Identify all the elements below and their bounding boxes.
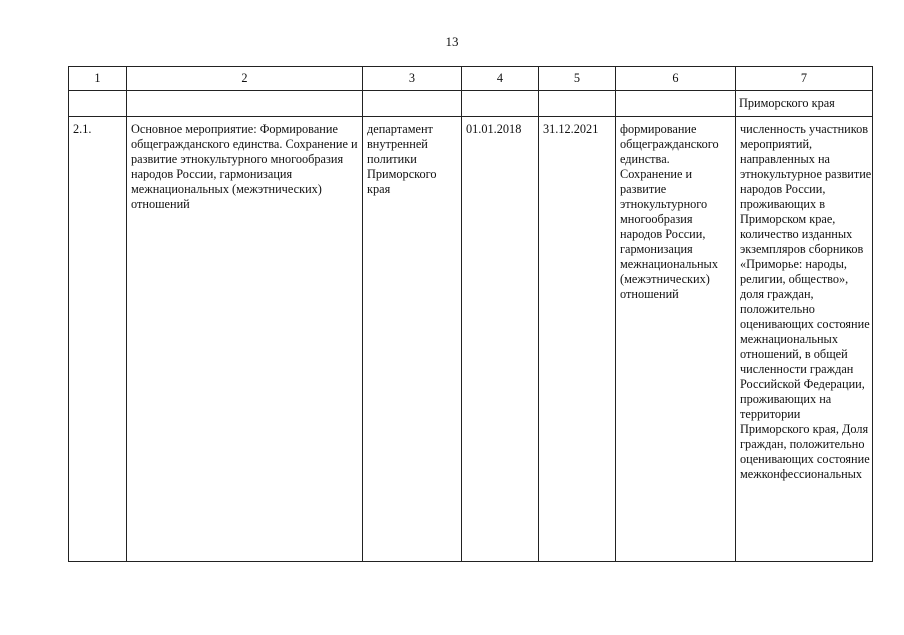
- start-date: 01.01.2018: [466, 122, 522, 136]
- table-row: [69, 117, 873, 562]
- column-header-3: 3: [363, 67, 462, 91]
- continuation-text: Приморского края: [739, 96, 835, 110]
- column-header-5: 5: [539, 67, 616, 91]
- end-date-cell: [539, 117, 616, 562]
- page-number: 13: [445, 34, 459, 49]
- indicators-text: численность участников мероприятий, направленных на этнокультурное развитие народов России, проживающих в Приморском крае, количество изданных экземпляров сборников «Приморье: народы, религии, общество», доля граждан, положительно оценивающих состояние межнациональных отношений, в общей численности граждан Российской Федерации, проживающих на территории Приморского края, Доля граждан, положительно оценивающих состояние межконфессиональных: [740, 122, 872, 481]
- continuation-row: [69, 91, 873, 117]
- event-text: Основное мероприятие: Формирование общегражданского единства. Сохранение и развитие этнокультурного многообразия народов России, гармонизация межнациональных (межэтнических) отношений: [131, 122, 358, 211]
- executor-cell: [363, 117, 462, 562]
- indicators-cell: [736, 117, 873, 562]
- end-date: 31.12.2021: [543, 122, 599, 136]
- continuation-cell: [462, 91, 539, 117]
- column-header-6: 6: [616, 67, 736, 91]
- start-date-cell: [462, 117, 539, 562]
- continuation-cell: [363, 91, 462, 117]
- program-table: [68, 66, 873, 562]
- column-header-4: 4: [462, 67, 539, 91]
- column-header-row: [69, 67, 873, 91]
- continuation-cell: [616, 91, 736, 117]
- row-number: 2.1.: [73, 122, 92, 136]
- row-number-cell: [69, 117, 127, 562]
- continuation-cell-indicators: [736, 91, 873, 117]
- executor-text: департамент внутренней политики Приморского края: [367, 122, 437, 196]
- continuation-cell: [539, 91, 616, 117]
- expected-result-text: формирование общегражданского единства. Сохранение и развитие этнокультурного многообразия народов России, гармонизация межнациональных (межэтнических) отношений: [620, 122, 719, 301]
- continuation-cell: [69, 91, 127, 117]
- continuation-cell: [127, 91, 363, 117]
- column-header-2: 2: [127, 67, 363, 91]
- column-header-7: 7: [736, 67, 873, 91]
- expected-result-cell: [616, 117, 736, 562]
- column-header-1: 1: [69, 67, 127, 91]
- event-cell: [127, 117, 363, 562]
